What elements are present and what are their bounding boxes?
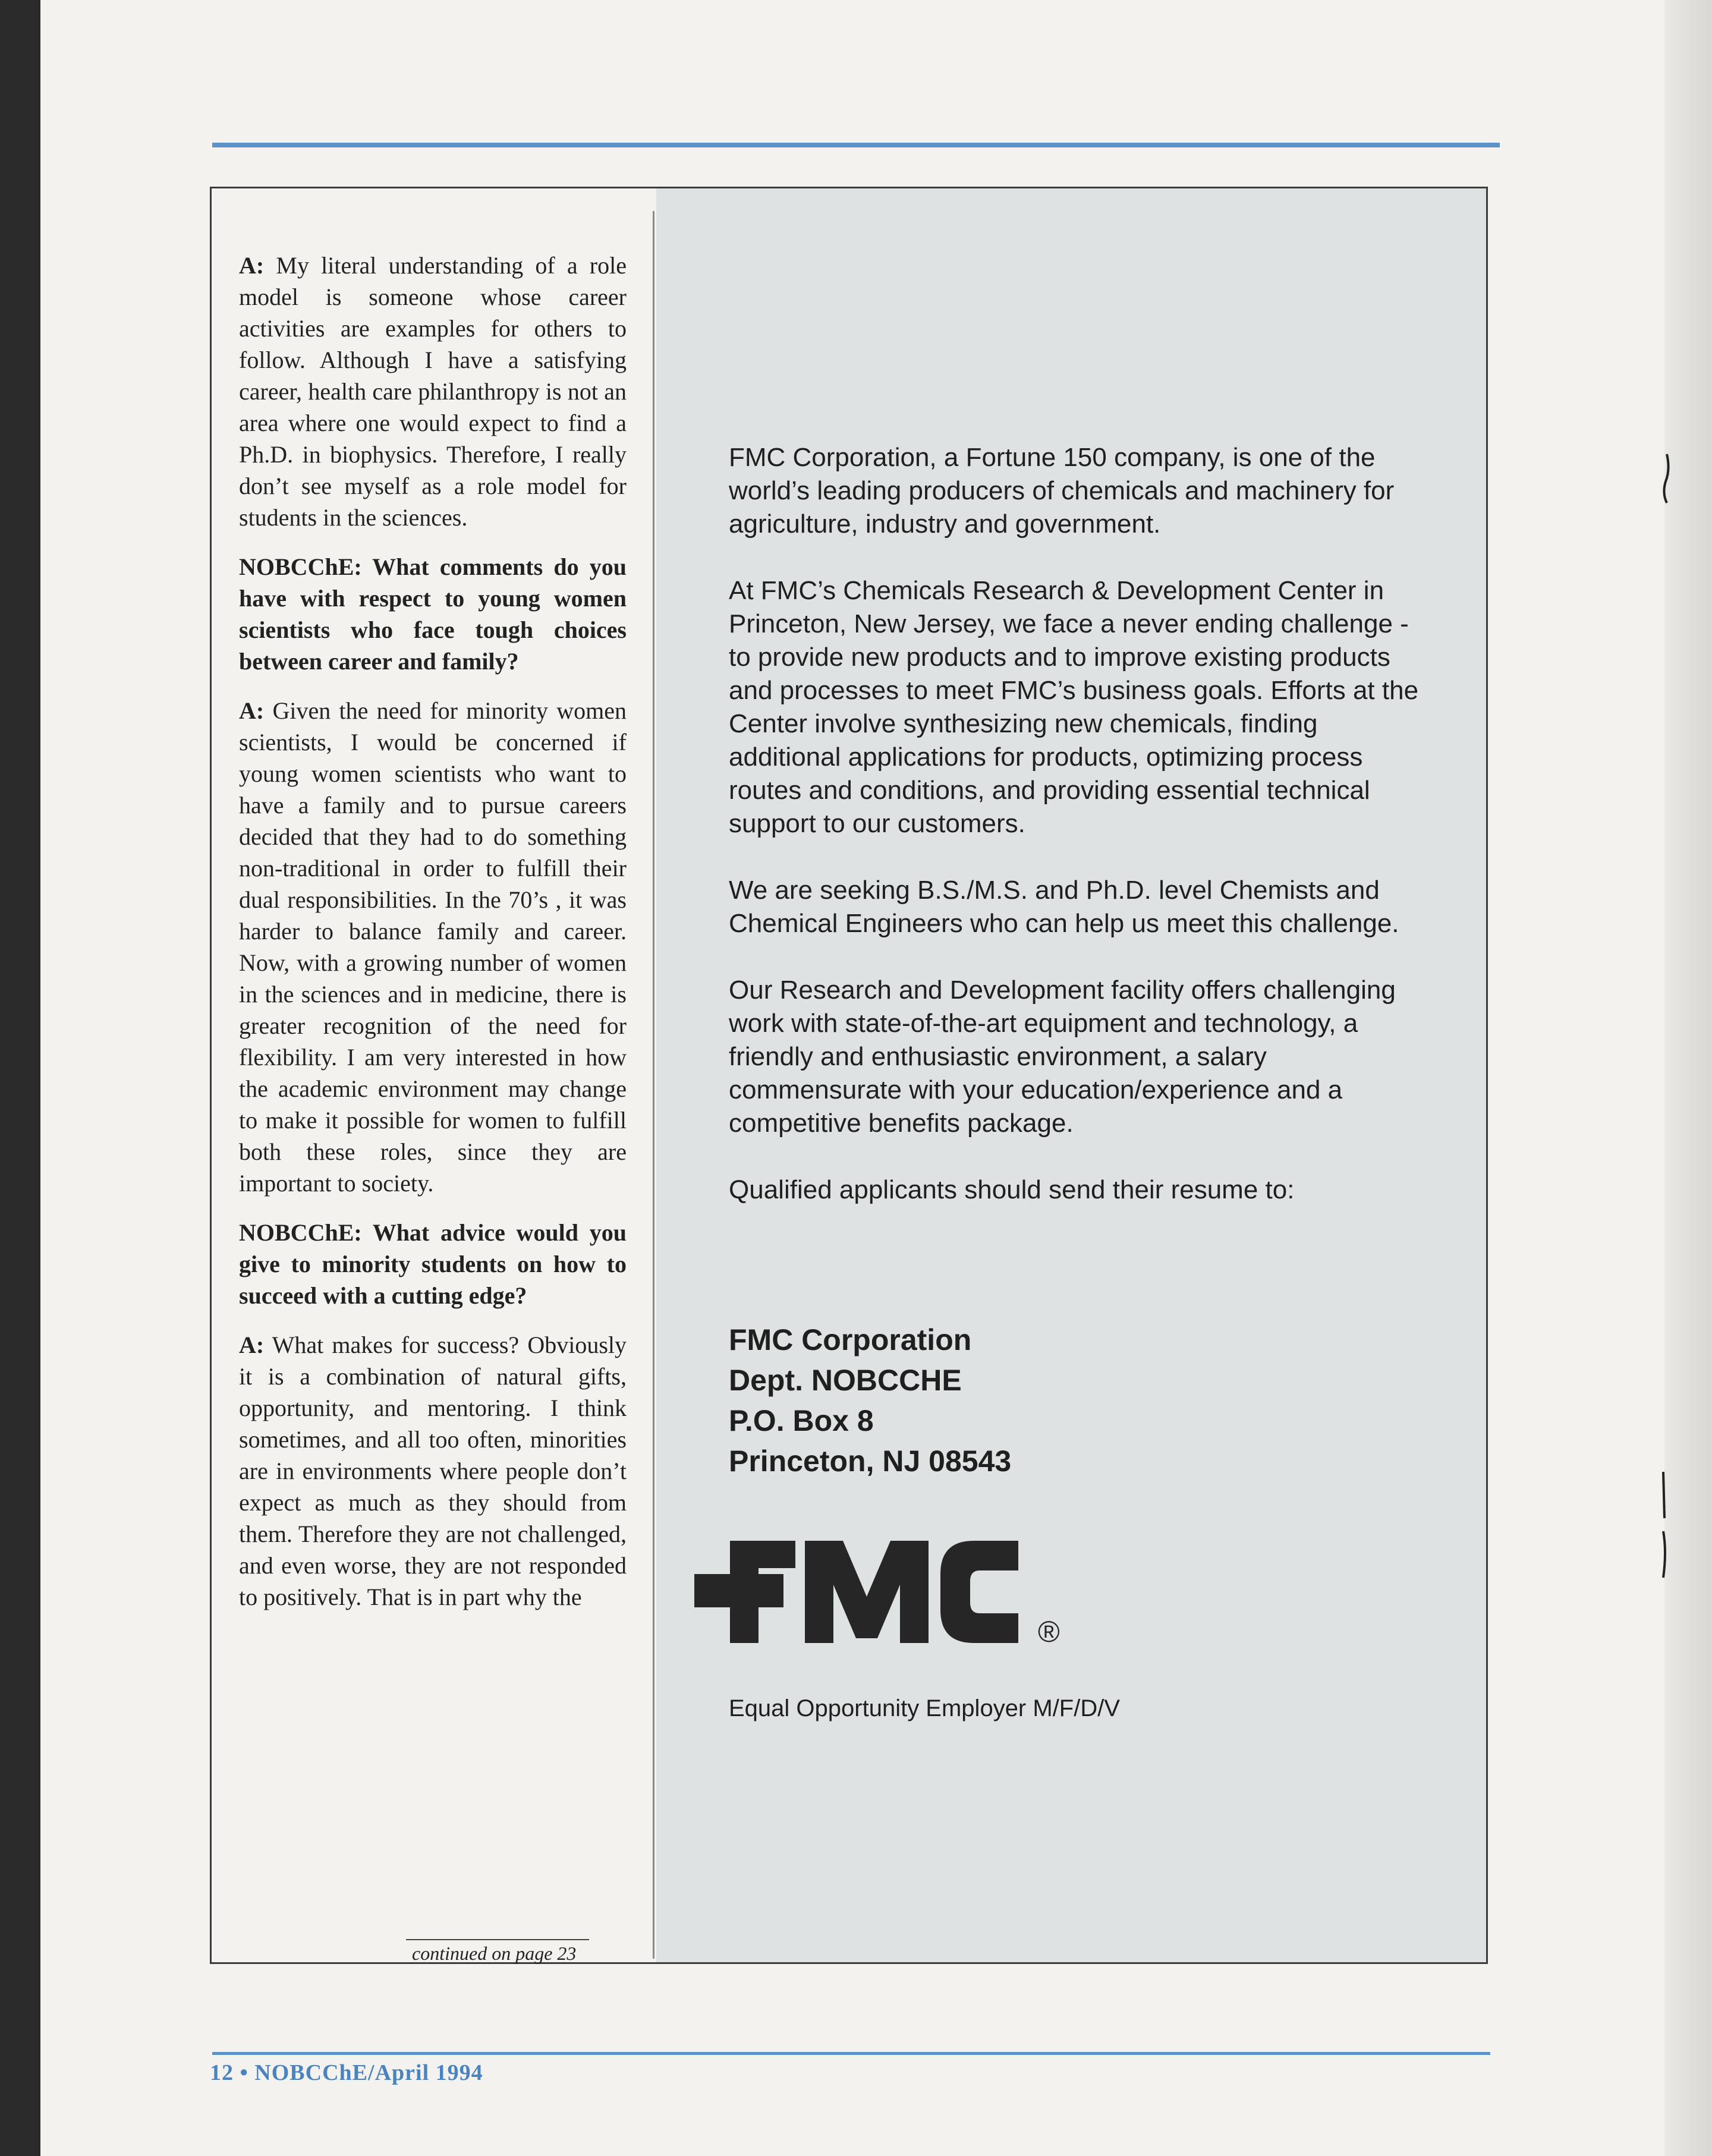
continued-note: continued on page 23 [412, 1943, 577, 1964]
continued-rule [406, 1939, 589, 1940]
page-footer: 12 • NOBCChE/April 1994 [210, 2060, 483, 2085]
address-line: FMC Corporation [729, 1323, 972, 1356]
question-paragraph: NOBCChE: What comments do you have with respect to young women scientists who face tough choices between career and family? [239, 553, 627, 675]
ad-paragraph: At FMC’s Chemicals Research & Development Center in Princeton, New Jersey, we face a never ending challenge - to provide new products and to improve existing products and processes to meet FMC’s business goals. Efforts at the Center involve synthesizing new chemicals, finding additional applications for products, optimizing process routes and conditions, and providing essential technical support to our customers. [729, 576, 1419, 838]
interview-column [239, 250, 627, 1631]
answer-paragraph [239, 250, 627, 533]
fmc-logo [694, 1519, 1099, 1662]
top-rule [212, 143, 1500, 147]
answer-text: Given the need for minority women scientists, I would be concerned if young women scientists who want to have a family and to pursue careers decided that they had to do something non-traditional in order to fulfill their dual responsibilities. In the 70’s , it was harder to balance family and career. Now, with a growing number of women in the sciences and in medicine, there is greater recognition of the need for flexibility. I am very interested in how the academic environment may change to make it possible for women to fulfill both these roles, since they are important to society. [239, 697, 627, 1197]
page-edge-shadow [1664, 0, 1712, 2156]
ad-paragraph: We are seeking B.S./M.S. and Ph.D. level Chemists and Chemical Engineers who can help us meet this challenge. [729, 876, 1399, 938]
logo-text: FMC [694, 1519, 696, 1520]
address-line: Princeton, NJ 08543 [729, 1444, 1012, 1478]
ad-paragraph: FMC Corporation, a Fortune 150 company, is one of the world’s leading producers of chemicals and machinery for agriculture, industry and government. [729, 443, 1395, 539]
registered-mark: ® [1038, 1615, 1060, 1648]
address-line: Dept. NOBCCHE [729, 1364, 962, 1397]
binding-staple [1658, 452, 1672, 505]
answer-paragraph [239, 1329, 627, 1613]
answer-text: My literal understanding of a role model is someone whose career activities are examples for others to follow. Although I have a satisfying career, health care philanthropy is not an area where one would expect to find a Ph.D. in biophysics. Therefore, I really don’t see myself as a role model for students in the sciences. [239, 252, 627, 531]
answer-paragraph [239, 695, 627, 1199]
ad-paragraph: Our Research and Development facility offers challenging work with state-of-the-art equipment and technology, a friendly and enthusiastic environment, a salary commensurate with your education/experience and a competitive benefits package. [729, 975, 1396, 1138]
binding-staple [1658, 1468, 1672, 1522]
answer-lead: A: [239, 252, 265, 279]
answer-text: What makes for success? Obviously it is a combination of natural gifts, opportunity, and mentoring. I think sometimes, and all too often, minorities are in environments where people don’t expect as much as they should from them. Therefore they are not challenged, and even worse, they are not responded to positively. That is in part why the [239, 1332, 627, 1610]
binding-staple [1658, 1528, 1672, 1581]
answer-lead: A: [239, 697, 265, 724]
mailing-address [729, 1320, 1264, 1481]
equal-opportunity-note: Equal Opportunity Employer M/F/D/V [729, 1695, 1121, 1721]
ad-paragraph: Qualified applicants should send their resume to: [729, 1175, 1295, 1204]
fmc-ad-copy [729, 441, 1430, 1240]
answer-lead: A: [239, 1332, 265, 1358]
question-paragraph: NOBCChE: What advice would you give to minority students on how to succeed with a cutting edge? [239, 1219, 627, 1309]
bottom-rule [212, 2052, 1490, 2055]
address-line: P.O. Box 8 [729, 1404, 874, 1437]
column-divider [653, 211, 654, 1959]
